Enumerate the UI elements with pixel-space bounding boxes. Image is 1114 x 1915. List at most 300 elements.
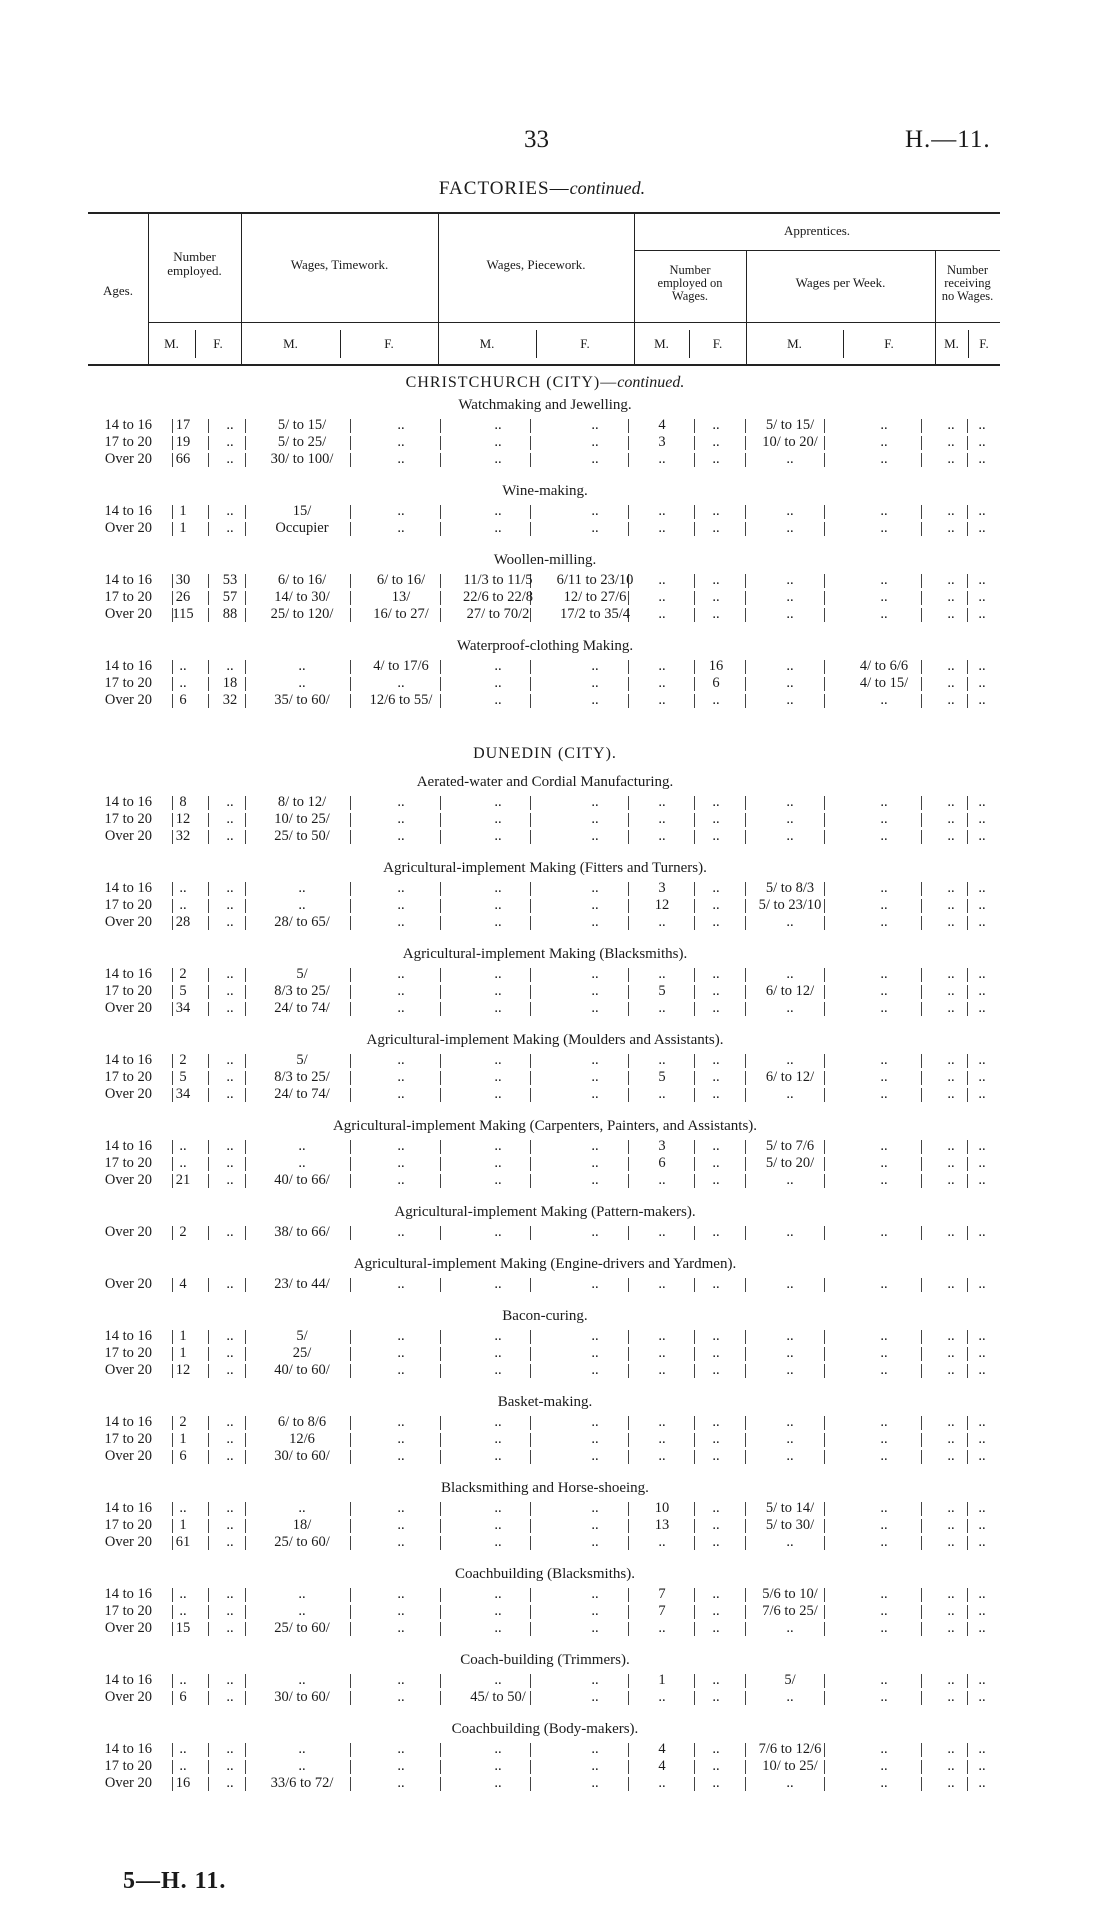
value-cell: 1 — [179, 1517, 187, 1533]
value-cell: .. — [880, 1328, 888, 1344]
value-cell: .. — [947, 1362, 955, 1378]
value-cell: .. — [226, 811, 234, 827]
table-row — [80, 1328, 1010, 1345]
table-row — [80, 1086, 1010, 1103]
value-cell: .. — [978, 1000, 986, 1016]
value-cell: .. — [880, 880, 888, 896]
value-cell: .. — [397, 1689, 405, 1705]
value-cell: .. — [712, 1086, 720, 1102]
value-cell: 1 — [179, 520, 187, 536]
value-cell: .. — [978, 572, 986, 588]
table-row — [80, 1517, 1010, 1534]
table-row — [80, 897, 1010, 914]
value-cell: 5/ to 14/ — [765, 1500, 815, 1516]
value-cell: .. — [494, 966, 502, 982]
age-cell: 17 to 20 — [104, 1345, 152, 1361]
table-row — [80, 1672, 1010, 1689]
value-cell: .. — [494, 1138, 502, 1154]
value-cell: 6 — [179, 692, 187, 708]
value-cell: 5/ to 25/ — [277, 434, 327, 450]
value-cell: .. — [658, 828, 666, 844]
table-row — [80, 503, 1010, 520]
value-cell: 40/ to 60/ — [274, 1362, 330, 1378]
value-cell: .. — [712, 589, 720, 605]
value-cell: 30/ to 100/ — [270, 451, 334, 467]
sub-header-f: F. — [580, 336, 590, 351]
table-row — [80, 1775, 1010, 1792]
value-cell: .. — [226, 880, 234, 896]
value-cell: .. — [786, 589, 794, 605]
age-cell: 17 to 20 — [104, 434, 152, 450]
age-cell: 14 to 16 — [104, 1586, 152, 1602]
age-cell: 17 to 20 — [104, 811, 152, 827]
value-cell: .. — [658, 1414, 666, 1430]
table-row — [80, 1741, 1010, 1758]
age-cell: 17 to 20 — [104, 897, 152, 913]
value-cell: 2 — [179, 966, 187, 982]
value-cell: 4 — [658, 1741, 666, 1757]
value-cell: .. — [658, 1052, 666, 1068]
value-cell: .. — [591, 1362, 599, 1378]
page-title-italic: continued. — [569, 178, 646, 198]
age-cell: 14 to 16 — [104, 1414, 152, 1430]
value-cell: .. — [978, 520, 986, 536]
value-cell: .. — [947, 1534, 955, 1550]
value-cell: .. — [947, 1689, 955, 1705]
value-cell: 11/3 to 11/5 — [463, 572, 533, 588]
age-cell: Over 20 — [104, 1276, 152, 1292]
value-cell: 15 — [175, 1620, 191, 1636]
value-cell: .. — [397, 1086, 405, 1102]
value-cell: 5/ to 8/3 — [765, 880, 815, 896]
value-cell: .. — [494, 1052, 502, 1068]
value-cell: .. — [591, 1620, 599, 1636]
value-cell: .. — [494, 451, 502, 467]
value-cell: 35/ to 60/ — [274, 692, 330, 708]
value-cell: 6/ to 16/ — [376, 572, 426, 588]
value-cell: 33/6 to 72/ — [270, 1775, 334, 1791]
col-header-ages: Ages. — [103, 283, 133, 298]
value-cell: .. — [880, 1086, 888, 1102]
value-cell: 3 — [658, 1138, 666, 1154]
city-heading — [80, 745, 1010, 763]
value-cell: 6 — [658, 1155, 666, 1171]
value-cell: 6/ to 12/ — [765, 983, 815, 999]
industry-heading: Agricultural-implement Making (Moulders and Assistants). — [366, 1032, 724, 1048]
value-cell: 5/ to 15/ — [277, 417, 327, 433]
value-cell: .. — [494, 692, 502, 708]
value-cell: .. — [947, 1000, 955, 1016]
value-cell: 6/ to 16/ — [277, 572, 327, 588]
value-cell: .. — [978, 1431, 986, 1447]
value-cell: .. — [786, 572, 794, 588]
value-cell: .. — [226, 1069, 234, 1085]
value-cell: .. — [978, 1069, 986, 1085]
value-cell: .. — [880, 1620, 888, 1636]
value-cell: .. — [591, 914, 599, 930]
value-cell: 13 — [654, 1517, 670, 1533]
value-cell: .. — [947, 828, 955, 844]
value-cell: 1 — [179, 1345, 187, 1361]
age-cell: Over 20 — [104, 914, 152, 930]
value-cell: .. — [712, 897, 720, 913]
value-cell: .. — [179, 880, 187, 896]
value-cell: 5 — [658, 983, 666, 999]
value-cell: .. — [397, 1276, 405, 1292]
value-cell: .. — [978, 966, 986, 982]
value-cell: .. — [947, 1672, 955, 1688]
sub-header-m: M. — [787, 336, 802, 351]
value-cell: .. — [658, 658, 666, 674]
value-cell: 16/ to 27/ — [373, 606, 429, 622]
value-cell: .. — [226, 1052, 234, 1068]
value-cell: .. — [658, 1775, 666, 1791]
value-cell: .. — [226, 914, 234, 930]
city-heading-italic: continued. — [617, 374, 685, 391]
value-cell: 12/6 — [289, 1431, 315, 1447]
value-cell: .. — [712, 572, 720, 588]
value-cell: .. — [591, 880, 599, 896]
value-cell: .. — [880, 417, 888, 433]
value-cell: .. — [226, 1603, 234, 1619]
value-cell: .. — [591, 1345, 599, 1361]
value-cell: .. — [947, 880, 955, 896]
value-cell: .. — [978, 811, 986, 827]
value-cell: 5 — [179, 983, 187, 999]
table-row — [80, 1620, 1010, 1637]
value-cell: .. — [880, 1276, 888, 1292]
value-cell: 12 — [654, 897, 670, 913]
value-cell: .. — [298, 880, 306, 896]
value-cell: 14/ to 30/ — [274, 589, 330, 605]
value-cell: 23/ to 44/ — [274, 1276, 330, 1292]
value-cell: .. — [397, 1414, 405, 1430]
value-cell: 6/ to 12/ — [765, 1069, 815, 1085]
value-cell: .. — [880, 589, 888, 605]
value-cell: .. — [947, 1276, 955, 1292]
city-heading-name: CHRISTCHURCH (CITY)— — [405, 374, 618, 391]
value-cell: 13/ — [391, 589, 411, 605]
value-cell: 8/3 to 25/ — [274, 1069, 330, 1085]
value-cell: .. — [658, 1086, 666, 1102]
value-cell: .. — [978, 1086, 986, 1102]
value-cell: 61 — [175, 1534, 191, 1550]
value-cell: .. — [397, 1052, 405, 1068]
value-cell: .. — [298, 897, 306, 913]
value-cell: .. — [591, 828, 599, 844]
value-cell: .. — [712, 966, 720, 982]
value-cell: .. — [712, 1276, 720, 1292]
value-cell: .. — [786, 503, 794, 519]
age-cell: 17 to 20 — [104, 1431, 152, 1447]
value-cell: .. — [591, 1431, 599, 1447]
value-cell: .. — [978, 880, 986, 896]
value-cell: .. — [880, 1052, 888, 1068]
page-number: 33 — [524, 126, 549, 153]
value-cell: .. — [947, 1586, 955, 1602]
value-cell: .. — [712, 1052, 720, 1068]
value-cell: 5/ to 23/10 — [758, 897, 822, 913]
value-cell: 16 — [708, 658, 724, 674]
table-row — [80, 828, 1010, 845]
value-cell: 6/11 to 23/10 — [556, 572, 634, 588]
value-cell: 2 — [179, 1052, 187, 1068]
value-cell: .. — [712, 794, 720, 810]
table-row — [80, 1052, 1010, 1069]
value-cell: .. — [591, 451, 599, 467]
value-cell: .. — [786, 1172, 794, 1188]
value-cell: .. — [658, 1689, 666, 1705]
age-cell: 14 to 16 — [104, 880, 152, 896]
value-cell: .. — [712, 1069, 720, 1085]
age-cell: Over 20 — [104, 1000, 152, 1016]
value-cell: .. — [947, 1620, 955, 1636]
age-cell: Over 20 — [104, 1224, 152, 1240]
value-cell: 45/ to 50/ — [470, 1689, 526, 1705]
value-cell: .. — [978, 1500, 986, 1516]
value-cell: 5/ to 15/ — [765, 417, 815, 433]
value-cell: .. — [786, 1345, 794, 1361]
value-cell: .. — [712, 1345, 720, 1361]
value-cell: 5/ to 7/6 — [765, 1138, 815, 1154]
value-cell: .. — [712, 1155, 720, 1171]
value-cell: .. — [397, 914, 405, 930]
age-cell: Over 20 — [104, 1689, 152, 1705]
value-cell: .. — [947, 1172, 955, 1188]
value-cell: 8 — [179, 794, 187, 810]
value-cell: 6 — [179, 1689, 187, 1705]
value-cell: .. — [880, 1155, 888, 1171]
value-cell: .. — [978, 658, 986, 674]
table-row — [80, 1172, 1010, 1189]
value-cell: .. — [786, 1534, 794, 1550]
table-row — [80, 520, 1010, 537]
value-cell: .. — [880, 1069, 888, 1085]
value-cell: .. — [978, 606, 986, 622]
value-cell: 25/ to 120/ — [270, 606, 334, 622]
value-cell: .. — [947, 589, 955, 605]
value-cell: 38/ to 66/ — [274, 1224, 330, 1240]
value-cell: .. — [712, 1500, 720, 1516]
value-cell: .. — [591, 794, 599, 810]
value-cell: .. — [494, 1500, 502, 1516]
value-cell: .. — [786, 966, 794, 982]
value-cell: .. — [712, 1431, 720, 1447]
value-cell: .. — [786, 1086, 794, 1102]
age-cell: 14 to 16 — [104, 503, 152, 519]
value-cell: .. — [786, 1620, 794, 1636]
value-cell: .. — [397, 794, 405, 810]
table-row — [80, 914, 1010, 931]
table-row — [80, 1069, 1010, 1086]
value-cell: 25/ to 60/ — [274, 1534, 330, 1550]
value-cell: .. — [494, 897, 502, 913]
industry-heading: Agricultural-implement Making (Engine-drivers and Yardmen). — [353, 1256, 737, 1272]
sub-header-m: M. — [164, 336, 179, 351]
value-cell: .. — [591, 692, 599, 708]
value-cell: 5/ to 20/ — [765, 1155, 815, 1171]
value-cell: .. — [591, 1689, 599, 1705]
sub-header-f: F. — [712, 336, 723, 351]
value-cell: .. — [591, 520, 599, 536]
value-cell: .. — [179, 658, 187, 674]
table-row — [80, 1155, 1010, 1172]
value-cell: .. — [880, 1172, 888, 1188]
value-cell: 6 — [179, 1448, 187, 1464]
value-cell: .. — [591, 1000, 599, 1016]
table-row — [80, 966, 1010, 983]
footer-signature: 5—H. 11. — [123, 1868, 227, 1894]
sub-header-m: M. — [654, 336, 669, 351]
table-row — [80, 1448, 1010, 1465]
value-cell: .. — [494, 1758, 502, 1774]
value-cell: .. — [226, 1276, 234, 1292]
value-cell: .. — [591, 1603, 599, 1619]
value-cell: .. — [712, 811, 720, 827]
value-cell: .. — [978, 1052, 986, 1068]
value-cell: 2 — [179, 1224, 187, 1240]
value-cell: .. — [978, 983, 986, 999]
value-cell: .. — [397, 1172, 405, 1188]
value-cell: .. — [298, 675, 306, 691]
value-cell: .. — [978, 1534, 986, 1550]
table-row — [80, 811, 1010, 828]
value-cell: 5 — [658, 1069, 666, 1085]
value-cell: 6 — [712, 675, 720, 691]
table-row — [80, 606, 1010, 623]
value-cell: .. — [591, 1086, 599, 1102]
value-cell: .. — [712, 434, 720, 450]
industry-heading: Wine-making. — [502, 483, 588, 499]
value-cell: .. — [397, 451, 405, 467]
value-cell: 19 — [175, 434, 191, 450]
value-cell: .. — [494, 1328, 502, 1344]
value-cell: .. — [494, 828, 502, 844]
value-cell: .. — [591, 897, 599, 913]
value-cell: .. — [298, 1155, 306, 1171]
value-cell: .. — [880, 811, 888, 827]
value-cell: .. — [978, 1172, 986, 1188]
value-cell: 18/ — [292, 1517, 312, 1533]
sub-header-f: F. — [884, 336, 894, 351]
value-cell: .. — [978, 1345, 986, 1361]
value-cell: .. — [397, 1431, 405, 1447]
value-cell: .. — [786, 1414, 794, 1430]
industry-heading: Agricultural-implement Making (Fitters and Turners). — [383, 860, 707, 876]
value-cell: .. — [397, 1362, 405, 1378]
value-cell: .. — [226, 1586, 234, 1602]
table-row — [80, 1534, 1010, 1551]
value-cell: .. — [397, 1517, 405, 1533]
value-cell: .. — [880, 1741, 888, 1757]
value-cell: .. — [397, 1448, 405, 1464]
value-cell: .. — [658, 1276, 666, 1292]
value-cell: .. — [786, 1224, 794, 1240]
value-cell: .. — [658, 1620, 666, 1636]
value-cell: 5/6 to 10/ — [762, 1586, 818, 1602]
value-cell: 22/6 to 22/8 — [462, 589, 534, 605]
city-heading-name: DUNEDIN (CITY). — [473, 745, 617, 762]
value-cell: .. — [880, 434, 888, 450]
value-cell: .. — [226, 1224, 234, 1240]
value-cell: .. — [298, 1586, 306, 1602]
table-row — [80, 434, 1010, 451]
value-cell: 12 — [175, 1362, 191, 1378]
value-cell: 12/ to 27/6 — [563, 589, 627, 605]
value-cell: .. — [397, 1534, 405, 1550]
document-code: H.—11. — [905, 126, 991, 153]
value-cell: 30 — [175, 572, 191, 588]
table-row — [80, 1000, 1010, 1017]
value-cell: .. — [179, 1586, 187, 1602]
value-cell: .. — [658, 966, 666, 982]
value-cell: .. — [494, 880, 502, 896]
value-cell: .. — [591, 417, 599, 433]
age-cell: 17 to 20 — [104, 1603, 152, 1619]
value-cell: 1 — [658, 1672, 666, 1688]
value-cell: .. — [880, 1672, 888, 1688]
industry-heading: Agricultural-implement Making (Pattern-makers). — [394, 1204, 696, 1220]
value-cell: .. — [978, 1741, 986, 1757]
value-cell: .. — [947, 520, 955, 536]
value-cell: .. — [494, 1741, 502, 1757]
value-cell: .. — [786, 658, 794, 674]
value-cell: .. — [226, 1000, 234, 1016]
value-cell: .. — [978, 675, 986, 691]
value-cell: 115 — [172, 606, 194, 622]
value-cell: .. — [494, 417, 502, 433]
value-cell: .. — [880, 606, 888, 622]
value-cell: .. — [947, 1414, 955, 1430]
value-cell: .. — [947, 794, 955, 810]
value-cell: .. — [494, 658, 502, 674]
value-cell: .. — [978, 1362, 986, 1378]
value-cell: 17 — [175, 417, 191, 433]
value-cell: .. — [591, 1500, 599, 1516]
value-cell: .. — [947, 811, 955, 827]
value-cell: .. — [712, 1362, 720, 1378]
value-cell: .. — [978, 1448, 986, 1464]
value-cell: .. — [226, 1517, 234, 1533]
table-row — [80, 794, 1010, 811]
value-cell: .. — [880, 1758, 888, 1774]
table-row — [80, 692, 1010, 709]
value-cell: .. — [226, 520, 234, 536]
value-cell: .. — [494, 1362, 502, 1378]
value-cell: 5/ — [296, 1328, 308, 1344]
value-cell: 27/ to 70/2 — [466, 606, 530, 622]
value-cell: .. — [947, 983, 955, 999]
value-cell: 25/ — [292, 1345, 312, 1361]
table-row — [80, 1362, 1010, 1379]
value-cell: .. — [226, 828, 234, 844]
value-cell: .. — [658, 1328, 666, 1344]
value-cell: .. — [712, 451, 720, 467]
table-row — [80, 675, 1010, 692]
value-cell: .. — [226, 1345, 234, 1361]
value-cell: .. — [658, 692, 666, 708]
industry-heading: Basket-making. — [497, 1394, 593, 1410]
value-cell: .. — [226, 1172, 234, 1188]
value-cell: .. — [947, 1069, 955, 1085]
value-cell: Occupier — [275, 520, 329, 536]
value-cell: .. — [712, 520, 720, 536]
value-cell: .. — [786, 794, 794, 810]
value-cell: .. — [880, 692, 888, 708]
value-cell: 18 — [222, 675, 238, 691]
value-cell: .. — [591, 1138, 599, 1154]
value-cell: .. — [658, 589, 666, 605]
